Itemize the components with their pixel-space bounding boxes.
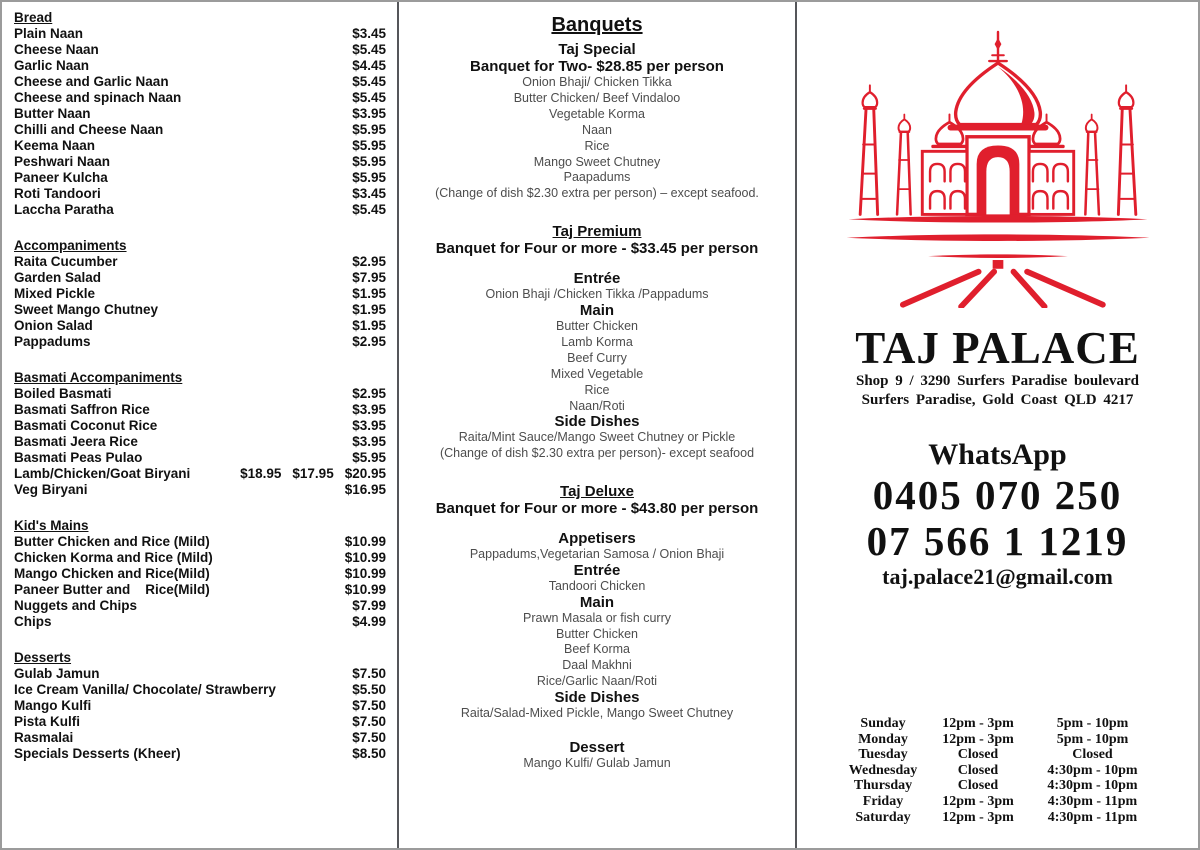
item-name: Peshwari Naan (14, 154, 111, 169)
banquet-name: Taj Special (558, 41, 636, 58)
menu-item-row (14, 534, 386, 550)
banquet-line: Pappadums,Vegetarian Samosa / Onion Bhaji (469, 547, 725, 562)
item-price: $4.99 (352, 614, 386, 629)
menu-item-row (14, 74, 386, 90)
menu-item-row (14, 418, 386, 434)
item-name: Garden Salad (14, 270, 102, 285)
item-price: $5.95 (352, 154, 386, 169)
menu-item-row (14, 42, 386, 58)
item-prices (352, 26, 386, 42)
banquet-block (399, 41, 795, 202)
banquet-line: Tandoori Chicken (548, 578, 646, 593)
item-prices (345, 482, 386, 498)
menu-item-row (14, 170, 386, 186)
item-name: Cheese Naan (14, 42, 99, 57)
item-prices (352, 122, 386, 138)
banquets-title: Banquets (551, 14, 643, 36)
hours-dinner: 4:30pm - 11pm (1047, 809, 1138, 825)
menu-item-row (14, 286, 386, 302)
menu-item-row (14, 746, 386, 762)
item-prices (352, 614, 386, 630)
item-name: Cheese and spinach Naan (14, 90, 182, 105)
item-prices (352, 418, 386, 434)
menu-item-row (14, 730, 386, 746)
banquet-line: Naan/Roti (569, 398, 625, 413)
menu-item-row (14, 254, 386, 270)
right-column (797, 2, 1198, 825)
menu-item-row (14, 26, 386, 42)
item-prices (352, 106, 386, 122)
banquet-line: Rice (584, 138, 610, 153)
hours-dinner: 4:30pm - 10pm (1047, 778, 1138, 794)
banquet-line: Mango Sweet Chutney (533, 154, 661, 169)
item-price: $7.50 (352, 698, 386, 713)
hours-day: Saturday (855, 809, 911, 825)
menu-section (14, 238, 386, 350)
banquet-line: Prawn Masala or fish curry (523, 610, 671, 625)
banquet-line: Mango Kulfi/ Gulab Jamun (523, 755, 671, 770)
hours-lunch: Closed (957, 762, 999, 778)
item-prices (352, 186, 386, 202)
banquet-block (399, 223, 795, 462)
menu-item-row (14, 138, 386, 154)
item-price: $5.50 (352, 682, 386, 697)
banquet-line: Raita/Mint Sauce/Mango Sweet Chutney or Pickle (458, 430, 736, 445)
banquet-line: Beef Korma (563, 642, 630, 657)
item-prices (345, 550, 386, 566)
item-prices (352, 698, 386, 714)
banquet-line: Daal Makhni (562, 658, 632, 673)
item-name: Pista Kulfi (14, 714, 81, 729)
banquet-name: Taj Premium (552, 223, 642, 241)
item-prices (352, 254, 386, 270)
item-name: Lamb/Chicken/Goat Biryani (14, 466, 191, 481)
item-price: $3.95 (352, 402, 386, 417)
banquet-line: Rice (584, 382, 610, 397)
spacer (399, 722, 795, 740)
menu-item-row (14, 582, 386, 598)
item-price: $7.50 (352, 714, 386, 729)
menu-item-row (14, 450, 386, 466)
item-name: Mixed Pickle (14, 286, 96, 301)
banquets-list (399, 41, 795, 772)
item-name: Chips (14, 614, 52, 629)
hours-day: Sunday (860, 716, 906, 731)
middle-column (399, 12, 795, 772)
hours-day: Friday (862, 793, 904, 809)
item-name: Chilli and Cheese Naan (14, 122, 164, 137)
menu-section (14, 10, 386, 218)
item-price: $3.45 (352, 26, 386, 41)
item-name: Gulab Jamun (14, 666, 100, 681)
menu-section (14, 518, 386, 630)
item-price: $7.50 (352, 730, 386, 745)
item-name: Paneer Kulcha (14, 170, 108, 185)
hours-dinner: Closed (1072, 747, 1113, 763)
banquet-line: Naan (582, 122, 612, 137)
banquet-line: Paapadums (563, 170, 631, 185)
item-prices (352, 450, 386, 466)
menu-item-row (14, 106, 386, 122)
section-title: Kid's Mains (14, 518, 89, 533)
banquet-line: Onion Bhaji /Chicken Tikka /Pappadums (485, 287, 709, 302)
banquet-line: (Change of dish $2.30 extra per person) – except seafood. (435, 186, 759, 201)
item-name: Veg Biryani (14, 482, 88, 497)
opening-hours-table (835, 716, 1160, 825)
item-price: $7.50 (352, 666, 386, 681)
banquet-line: Butter Chicken (556, 318, 638, 333)
item-price: $10.99 (344, 534, 386, 549)
item-name: Laccha Paratha (14, 202, 114, 217)
item-prices (352, 90, 386, 106)
item-name: Raita Cucumber (14, 254, 118, 269)
item-price: $5.45 (352, 42, 386, 57)
banquet-price-line: Banquet for Four or more - $33.45 per person (435, 240, 759, 258)
item-prices (352, 170, 386, 186)
item-price: $5.45 (352, 90, 386, 105)
banquet-price-line: Banquet for Two- $28.85 per person (470, 58, 724, 75)
item-name: Basmati Coconut Rice (14, 418, 158, 433)
menu-item-row (14, 270, 386, 286)
banquet-subheading: Side Dishes (554, 689, 640, 707)
item-price: $4.45 (352, 58, 386, 73)
item-price: $5.95 (352, 138, 386, 153)
item-prices (352, 714, 386, 730)
hours-lunch: Closed (957, 747, 999, 763)
item-name: Nuggets and Chips (14, 598, 138, 613)
item-name: Boiled Basmati (14, 386, 112, 401)
banquet-line: Lamb Korma (561, 334, 633, 349)
menu-section (14, 370, 386, 498)
item-name: Cheese and Garlic Naan (14, 74, 169, 89)
item-price: $17.95 (292, 466, 334, 481)
item-name: Keema Naan (14, 138, 96, 153)
left-column (14, 10, 386, 762)
banquet-line: Rice/Garlic Naan/Roti (536, 674, 658, 689)
item-name: Rasmalai (14, 730, 74, 745)
menu-item-row (14, 402, 386, 418)
item-prices (240, 466, 386, 482)
hours-lunch: 12pm - 3pm (942, 716, 1014, 731)
banquet-block (399, 483, 795, 772)
item-prices (352, 434, 386, 450)
taj-mahal-icon (833, 16, 1163, 308)
banquet-line: Raita/Salad-Mixed Pickle, Mango Sweet Chutney (460, 706, 734, 721)
banquet-price-line: Banquet for Four or more - $43.80 per person (435, 500, 759, 518)
item-prices (352, 58, 386, 74)
menu-item-row (14, 302, 386, 318)
spacer (399, 517, 795, 531)
menu-item-row (14, 434, 386, 450)
item-name: Butter Naan (14, 106, 91, 121)
menu-item-row (14, 598, 386, 614)
item-prices (352, 138, 386, 154)
menu-item-row (14, 58, 386, 74)
item-name: Mango Chicken and Rice(Mild) (14, 566, 210, 581)
whatsapp-label: WhatsApp (928, 438, 1067, 471)
item-price: $8.50 (352, 746, 386, 761)
item-prices (352, 730, 386, 746)
item-prices (345, 566, 386, 582)
hours-day: Monday (858, 731, 908, 747)
banquet-subheading: Main (579, 593, 615, 611)
menu-item-row (14, 614, 386, 630)
item-prices (352, 318, 386, 334)
item-name: Butter Chicken and Rice (Mild) (14, 534, 210, 549)
section-title: Desserts (14, 650, 72, 665)
item-price: $10.99 (344, 582, 386, 597)
item-price: $2.95 (352, 386, 386, 401)
item-name: Specials Desserts (Kheer) (14, 746, 181, 761)
item-name: Paneer Butter and Rice(Mild) (14, 582, 210, 597)
item-name: Pappadums (14, 334, 91, 349)
taj-mahal-logo (797, 16, 1198, 314)
banquet-subheading: Entrée (573, 270, 621, 288)
item-name: Basmati Jeera Rice (14, 434, 138, 449)
item-prices (345, 534, 386, 550)
item-name: Onion Salad (14, 318, 93, 333)
banquet-subheading: Main (579, 302, 615, 320)
item-price: $10.99 (344, 566, 386, 581)
banquet-line: Butter Chicken (556, 626, 638, 641)
menu-item-row (14, 566, 386, 582)
item-prices (352, 286, 386, 302)
banquet-line: Vegetable Korma (549, 106, 645, 121)
item-name: Plain Naan (14, 26, 84, 41)
item-name: Garlic Naan (14, 58, 90, 73)
hours-dinner: 4:30pm - 11pm (1047, 793, 1138, 809)
email-address: taj.palace21@gmail.com (882, 564, 1113, 589)
banquet-subheading: Entrée (573, 561, 621, 579)
hours-lunch: Closed (957, 778, 999, 794)
hours-dinner: 4:30pm - 10pm (1047, 762, 1138, 778)
menu-item-row (14, 122, 386, 138)
hours-dinner: 5pm - 10pm (1056, 731, 1129, 747)
item-price: $1.95 (352, 318, 386, 333)
menu-item-row (14, 698, 386, 714)
menu-item-row (14, 90, 386, 106)
banquet-line: Onion Bhaji/ Chicken Tikka (522, 75, 672, 89)
menu-item-row (14, 334, 386, 350)
menu-item-row (14, 550, 386, 566)
menu-item-row (14, 466, 386, 482)
menu-item-row (14, 318, 386, 334)
item-name: Roti Tandoori (14, 186, 101, 201)
item-prices (352, 302, 386, 318)
hours-lunch: 12pm - 3pm (942, 731, 1014, 747)
item-name: Basmati Peas Pulao (14, 450, 143, 465)
item-prices (352, 386, 386, 402)
item-name: Ice Cream Vanilla/ Chocolate/ Strawberry (14, 682, 276, 697)
hours-lunch: 12pm - 3pm (942, 793, 1014, 809)
item-price: $7.99 (352, 598, 386, 613)
hours-day: Tuesday (858, 747, 908, 763)
section-title: Basmati Accompaniments (14, 370, 183, 385)
item-price: $1.95 (352, 286, 386, 301)
item-price: $5.45 (352, 74, 386, 89)
banquet-subheading: Side Dishes (554, 413, 640, 431)
menu-item-row (14, 386, 386, 402)
item-price: $3.95 (352, 434, 386, 449)
item-name: Sweet Mango Chutney (14, 302, 159, 317)
item-prices (352, 598, 386, 614)
menu-item-row (14, 714, 386, 730)
hours-lunch: 12pm - 3pm (942, 809, 1014, 825)
item-name: Basmati Saffron Rice (14, 402, 150, 417)
hours-dinner: 5pm - 10pm (1056, 716, 1129, 731)
item-prices (352, 42, 386, 58)
item-price: $20.95 (344, 466, 386, 481)
banquet-subheading: Dessert (569, 739, 625, 756)
item-name: Mango Kulfi (14, 698, 92, 713)
item-prices (352, 666, 386, 682)
item-prices (352, 270, 386, 286)
item-price: $5.45 (352, 202, 386, 217)
item-price: $3.95 (352, 106, 386, 121)
restaurant-name: TAJ PALACE (855, 323, 1140, 373)
item-prices (352, 746, 386, 762)
address-line-2: Surfers Paradise, Gold Coast QLD 4217 (861, 392, 1134, 408)
banquet-line: Butter Chicken/ Beef Vindaloo (513, 90, 681, 105)
banquet-line: Mixed Vegetable (550, 366, 644, 381)
item-name: Chicken Korma and Rice (Mild) (14, 550, 213, 565)
menu-section (14, 650, 386, 762)
menu-item-row (14, 186, 386, 202)
item-prices (352, 334, 386, 350)
item-prices (352, 154, 386, 170)
banquet-subheading: Appetisers (558, 530, 636, 548)
phone-number: 07 566 1 1219 (866, 518, 1129, 564)
item-price: $1.95 (352, 302, 386, 317)
banquet-name: Taj Deluxe (560, 483, 634, 501)
item-price: $3.95 (352, 418, 386, 433)
hours-day: Thursday (853, 778, 913, 794)
item-price: $5.95 (352, 170, 386, 185)
section-title: Bread (14, 10, 53, 25)
item-price: $2.95 (352, 254, 386, 269)
item-price: $10.99 (344, 550, 386, 565)
item-price: $16.95 (344, 482, 386, 497)
whatsapp-number: 0405 070 250 (872, 472, 1123, 518)
item-prices (352, 74, 386, 90)
item-price: $18.95 (240, 466, 282, 481)
spacer (399, 257, 795, 271)
item-price: $5.95 (352, 122, 386, 137)
banquet-line: Beef Curry (567, 350, 627, 365)
item-prices (352, 402, 386, 418)
section-title: Accompaniments (14, 238, 127, 253)
item-prices (352, 202, 386, 218)
menu-item-row (14, 682, 386, 698)
item-price: $3.45 (352, 186, 386, 201)
menu-item-row (14, 154, 386, 170)
address-line-1: Shop 9 / 3290 Surfers Paradise boulevard (855, 373, 1140, 389)
item-price: $2.95 (352, 334, 386, 349)
banquet-line: (Change of dish $2.30 extra per person)- except seafood (439, 446, 755, 461)
hours-day: Wednesday (848, 762, 918, 778)
item-prices (345, 582, 386, 598)
item-price: $5.95 (352, 450, 386, 465)
item-prices (352, 682, 386, 698)
item-price: $7.95 (352, 270, 386, 285)
menu-item-row (14, 666, 386, 682)
menu-item-row (14, 202, 386, 218)
menu-item-row (14, 482, 386, 498)
